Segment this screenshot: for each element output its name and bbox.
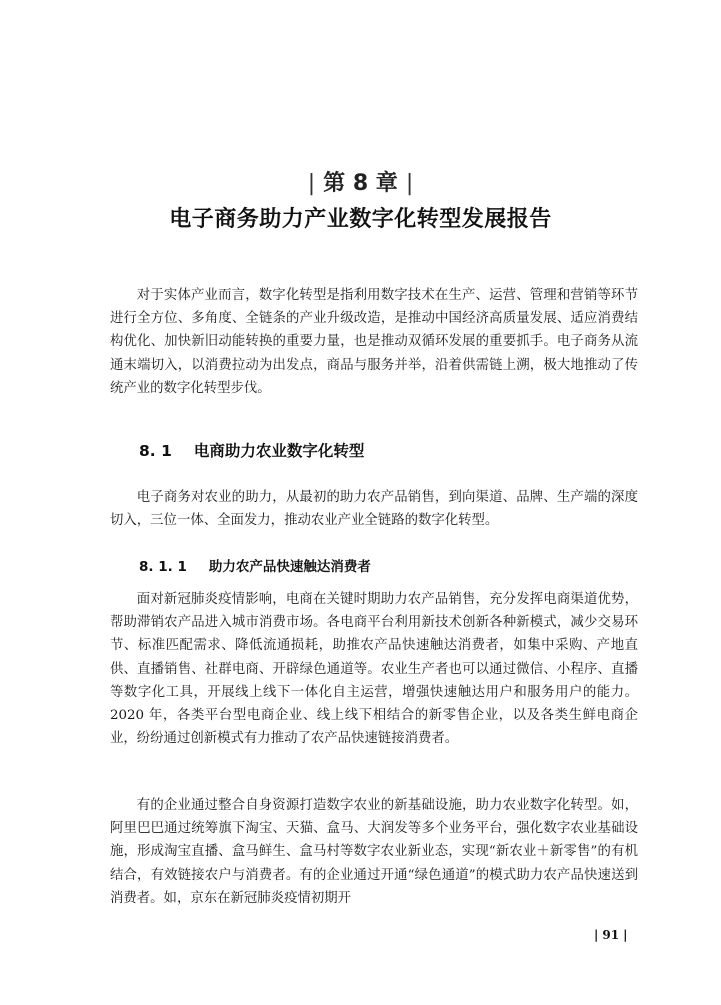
section-title: 电商助力农业数字化转型: [193, 442, 365, 460]
body-paragraph-2: 有的企业通过整合自身资源打造数字农业的新基础设施，助力农业数字化转型。如，阿里巴巴通过统筹旗下淘宝、天猫、盒马、大润发等多个业务平台，强化数字农业基础设施，形成淘宝直播、盒马鲜生、盒马村等数字农业新业态，实现“新农业＋新零售”的有机结合，有效链接农户与消费者。有的企业通过开通“绿色通道”的模式助力农产品快速送到消费者。如，京东在新冠肺炎疫情初期开: [110, 798, 638, 906]
subsection-title: 助力农产品快速触达消费者: [208, 559, 371, 575]
subsection-number: 8. 1. 1: [139, 559, 187, 575]
chapter-label-text: 第 8 章: [323, 171, 398, 196]
subsection-heading: [139, 555, 371, 575]
body-paragraph-1: 面对新冠肺炎疫情影响，电商在关键时期助力农产品销售，充分发挥电商渠道优势，帮助滞销农产品进入城市消费市场。各电商平台利用新技术创新各种新模式，减少交易环节、标准匹配需求、降低流通损耗，助推农产品快速触达消费者，如集中采购、产地直供、直播销售、社群电商、开辟绿色通道等。农业生产者也可以通过微信、小程序、直播等数字化工具，开展线上线下一体化自主运营，增强快速触达用户和服务用户的能力。2020 年，各类平台型电商企业、线上线下相结合的新零售企业，以及各类生鲜电商企业，纷纷通过创新模式有力推动了农产品快速链接消费者。: [110, 592, 638, 747]
section-heading: [139, 439, 364, 461]
chapter-label: [0, 166, 721, 197]
page-number-left-bar: |: [594, 928, 599, 942]
intro-paragraph: 对于实体产业而言，数字化转型是指利用数字技术在生产、运营、管理和营销等环节进行全方位、多角度、全链条的产业升级改造，是推动中国经济高质量发展、适应消费结构优化、加快新旧动能转换的重要力量，也是推动双循环发展的重要抓手。电子商务从流通末端切入，以消费拉动为出发点，商品与服务并举，沿着供需链上溯，极大地推动了传统产业的数字化转型步伐。: [110, 288, 638, 396]
page-number-right-bar: |: [623, 928, 628, 942]
chapter-label-right-bar: |: [405, 171, 414, 196]
section-number: 8. 1: [139, 442, 172, 460]
page-number-value: 91: [602, 928, 620, 942]
chapter-title: 电子商务助力产业数字化转型发展报告: [169, 207, 552, 232]
chapter-label-left-bar: |: [307, 171, 316, 196]
page-number: [590, 928, 631, 942]
section-intro-paragraph: 电子商务对农业的助力，从最初的助力农产品销售，到向渠道、品牌、生产端的深度切入，三位一体、全面发力，推动农业产业全链路的数字化转型。: [110, 490, 638, 529]
